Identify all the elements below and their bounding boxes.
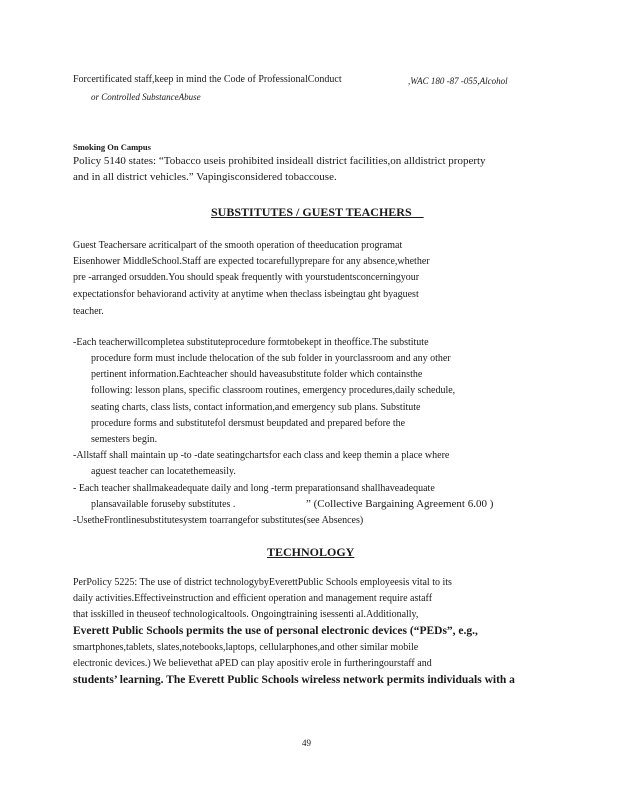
technology-line: electronic devices.) We believethat aPED can play apositiv erole in furtheringourstaff and <box>73 658 432 669</box>
technology-heading: TECHNOLOGY <box>267 545 355 559</box>
substitutes-bullet-line: aguest teacher can locatethemeasily. <box>91 466 236 477</box>
substitutes-bullet-line: following: lesson plans, specific classroom routines, emergency procedures,daily schedule, <box>91 385 456 396</box>
substitutes-para-line: Guest Teachersare acriticalpart of the smooth operation of theeducation programat <box>73 240 403 251</box>
substitutes-para-line: Eisenhower MiddleSchool.Staff are expected tocarefullyprepare for any absence,whether <box>73 256 430 267</box>
smoking-line-1: Policy 5140 states: “Tobacco useis prohibited insideall district facilities,on alldistrict property <box>73 155 486 167</box>
conduct-line-1: Forcertificated staff,keep in mind the Code of ProfessionalConduct <box>73 74 342 85</box>
smoking-heading: Smoking On Campus <box>73 142 151 152</box>
technology-line: daily activities.Effectiveinstruction and efficient operation and management require astaff <box>73 593 433 604</box>
substitutes-bullet-line: semesters begin. <box>91 434 158 445</box>
substitutes-bullet-line: procedure forms and substitutefol dersmust beupdated and prepared before the <box>91 418 406 429</box>
page-number: 49 <box>302 738 311 748</box>
technology-line: smartphones,tablets, slates,notebooks,laptops, cellularphones,and other similar mobile <box>73 642 419 653</box>
smoking-line-2: and in all district vehicles.” Vapingisconsidered tobaccouse. <box>73 171 337 183</box>
substitutes-bullet-line: seating charts, class lists, contact information,and emergency sub plans. Substitute <box>91 402 421 413</box>
substitutes-para-line: teacher. <box>73 306 104 317</box>
technology-line: students’ learning. The Everett Public Schools wireless network permits individuals with a <box>73 674 515 686</box>
technology-line: Everett Public Schools permits the use of personal electronic devices (“PEDs”, e.g., <box>73 625 478 637</box>
substitutes-bullet-line: pertinent information.Eachteacher should haveasubstitute folder which containsthe <box>91 369 423 380</box>
substitutes-bullet-line: -Each teacherwillcompletea substituteprocedure formtobekept in theoffice.The substitute <box>73 337 429 348</box>
conduct-reference: ,WAC 180 -87 -055,Alcohol <box>408 76 508 86</box>
substitutes-bullet-line: -Allstaff shall maintain up -to -date seatingchartsfor each class and keep themin a place where <box>73 450 450 461</box>
substitutes-heading: SUBSTITUTES / GUEST TEACHERS <box>211 205 424 219</box>
substitutes-bullet-line: -UsetheFrontlinesubstitutesystem toarrangefor substitutes(see Absences) <box>73 515 364 526</box>
substitutes-para-line: pre -arranged orsudden.You should speak frequently with yourstudentsconcerningyour <box>73 272 420 283</box>
technology-line: PerPolicy 5225: The use of district technologybyEverettPublic Schools employeesis vital to its <box>73 577 452 588</box>
substitutes-bullet-line: procedure form must include thelocation of the sub folder in yourclassroom and any other <box>91 353 451 364</box>
substitutes-bullet-line: plansavailable foruseby substitutes . <box>91 499 236 510</box>
substitutes-para-line: expectationsfor behaviorand activity at anytime when theclass isbeingtau ght byaguest <box>73 289 419 300</box>
conduct-line-2: or Controlled SubstanceAbuse <box>91 92 201 102</box>
substitutes-bullet-line: - Each teacher shallmakeadequate daily and long -term preparationsand shallhaveadequate <box>73 483 435 494</box>
collective-bargaining-ref: ” (Collective Bargaining Agreement 6.00 ) <box>306 498 494 510</box>
technology-line: that isskilled in theuseof technologicaltools. Ongoingtraining isessenti al.Additionally, <box>73 609 419 620</box>
